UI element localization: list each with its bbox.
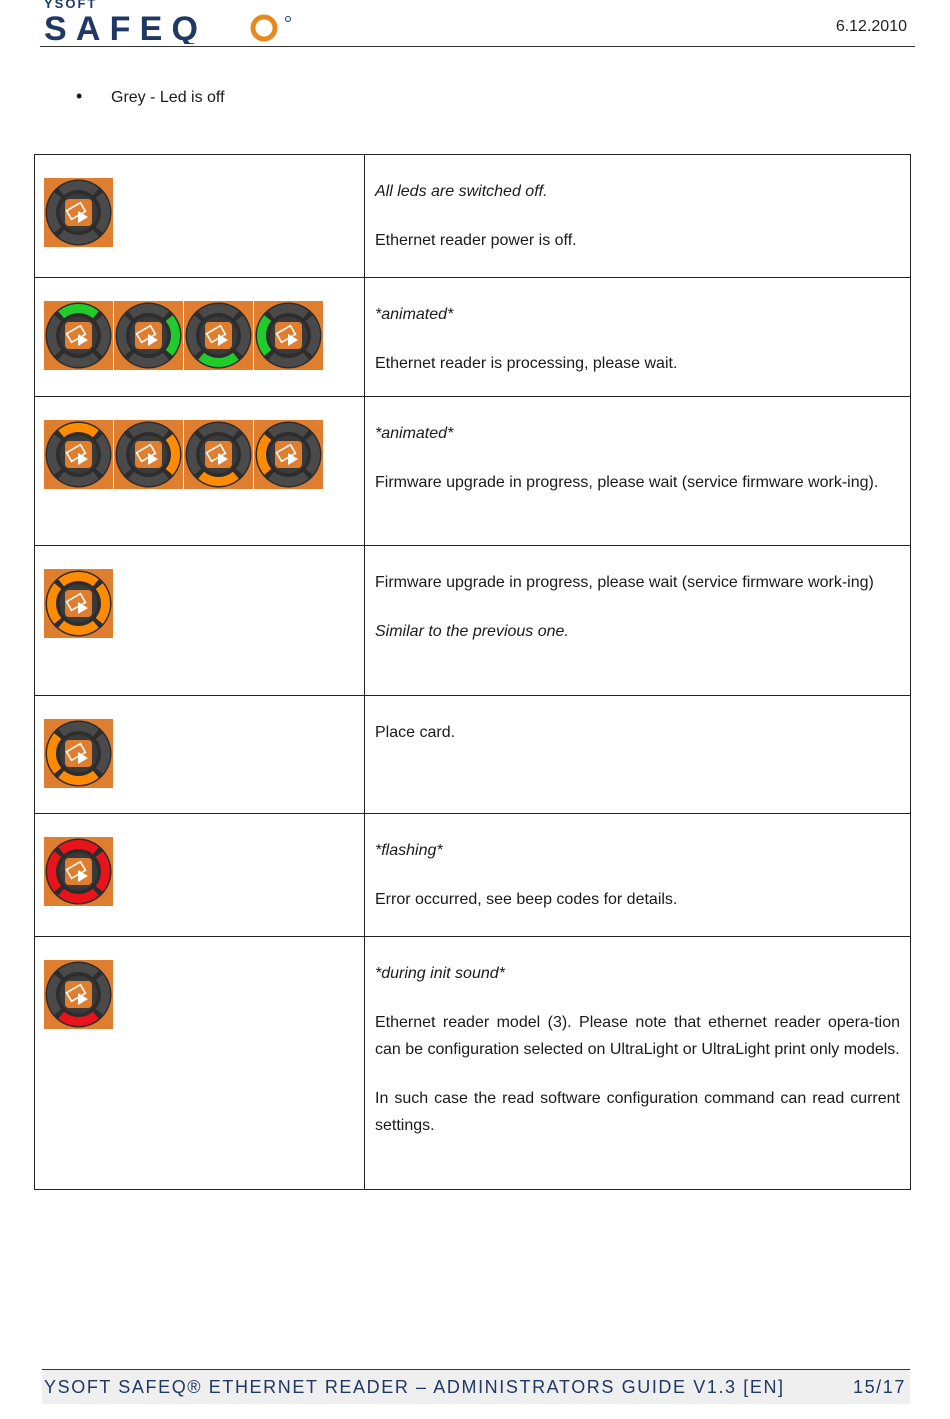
description-line: Firmware upgrade in progress, please wait (service firmware work-ing): [375, 574, 874, 591]
description-line: Place card.: [375, 724, 456, 741]
description-line: [375, 420, 900, 447]
description-line-italic: *flashing*: [375, 842, 443, 859]
led-status-table: [34, 154, 911, 1190]
description-line: In such case the read software configuration command can read current settings.: [375, 1090, 900, 1134]
page-number: 15/17: [852, 1377, 906, 1397]
description-line: [375, 178, 900, 205]
led-icons-cell: [35, 397, 365, 546]
led-description-cell: [365, 397, 911, 546]
led-reader-icon: [114, 301, 183, 370]
led-reader-icon: [44, 719, 113, 788]
description-line: [375, 301, 900, 328]
description-line: Ethernet reader is processing, please wait.: [375, 355, 678, 372]
bullet-dot: •: [76, 86, 83, 106]
description-line-italic: All leds are switched off.: [375, 183, 548, 200]
led-reader-icon: [44, 301, 113, 370]
led-reader-icon: [254, 301, 323, 370]
led-reader-icon: [44, 960, 113, 1029]
document-date: 6.12.2010: [835, 18, 907, 35]
table-row: [35, 397, 911, 546]
led-description-cell: [365, 696, 911, 814]
led-icons-cell: [35, 278, 365, 397]
led-reader-icon: [44, 178, 113, 247]
description-line: [375, 618, 900, 645]
led-reader-icon: [184, 301, 253, 370]
ysoft-safeq-logo: [42, 0, 292, 44]
led-reader-icon: [44, 837, 113, 906]
led-description-cell: [365, 546, 911, 696]
led-reader-icon: [254, 420, 323, 489]
table-row: [35, 546, 911, 696]
led-icons-cell: [35, 814, 365, 937]
led-reader-icon: [44, 569, 113, 638]
led-description-cell: [365, 937, 911, 1190]
led-icons-cell: [35, 937, 365, 1190]
led-icons-cell: [35, 696, 365, 814]
table-row: [35, 155, 911, 278]
description-line: Ethernet reader model (3). Please note that ethernet reader opera-tion can be configuration selected on UltraLight or UltraLight print only models.: [375, 1014, 900, 1058]
page-footer: [42, 1369, 910, 1404]
description-line: [375, 837, 900, 864]
table-row: [35, 814, 911, 937]
table-row: [35, 278, 911, 397]
description-line: [375, 960, 900, 987]
description-line: Firmware upgrade in progress, please wait (service firmware work-ing).: [375, 474, 879, 491]
description-line-italic: Similar to the previous one.: [375, 623, 569, 640]
description-line-italic: *animated*: [375, 306, 454, 323]
led-description-cell: [365, 278, 911, 397]
led-reader-icon: [114, 420, 183, 489]
logo-text-top: YSOFT: [44, 0, 98, 11]
led-icons-cell: [35, 155, 365, 278]
footer-title: YSOFT SAFEQ® ETHERNET READER – ADMINISTRATORS GUIDE V1.3 [EN]: [44, 1377, 785, 1397]
bullet-text: Grey - Led is off: [111, 89, 225, 106]
led-description-cell: [365, 814, 911, 937]
page-header: [40, 0, 915, 47]
led-reader-icon: [184, 420, 253, 489]
description-line: Error occurred, see beep codes for details.: [375, 891, 678, 908]
description-line: Ethernet reader power is off.: [375, 232, 577, 249]
description-line-italic: *animated*: [375, 425, 454, 442]
description-line-italic: *during init sound*: [375, 965, 505, 982]
led-icons-cell: [35, 546, 365, 696]
led-description-cell: [365, 155, 911, 278]
table-row: [35, 937, 911, 1190]
table-row: [35, 696, 911, 814]
led-reader-icon: [44, 420, 113, 489]
bullet-item: [76, 86, 225, 107]
logo-text-main: SAFEQ: [44, 10, 204, 44]
